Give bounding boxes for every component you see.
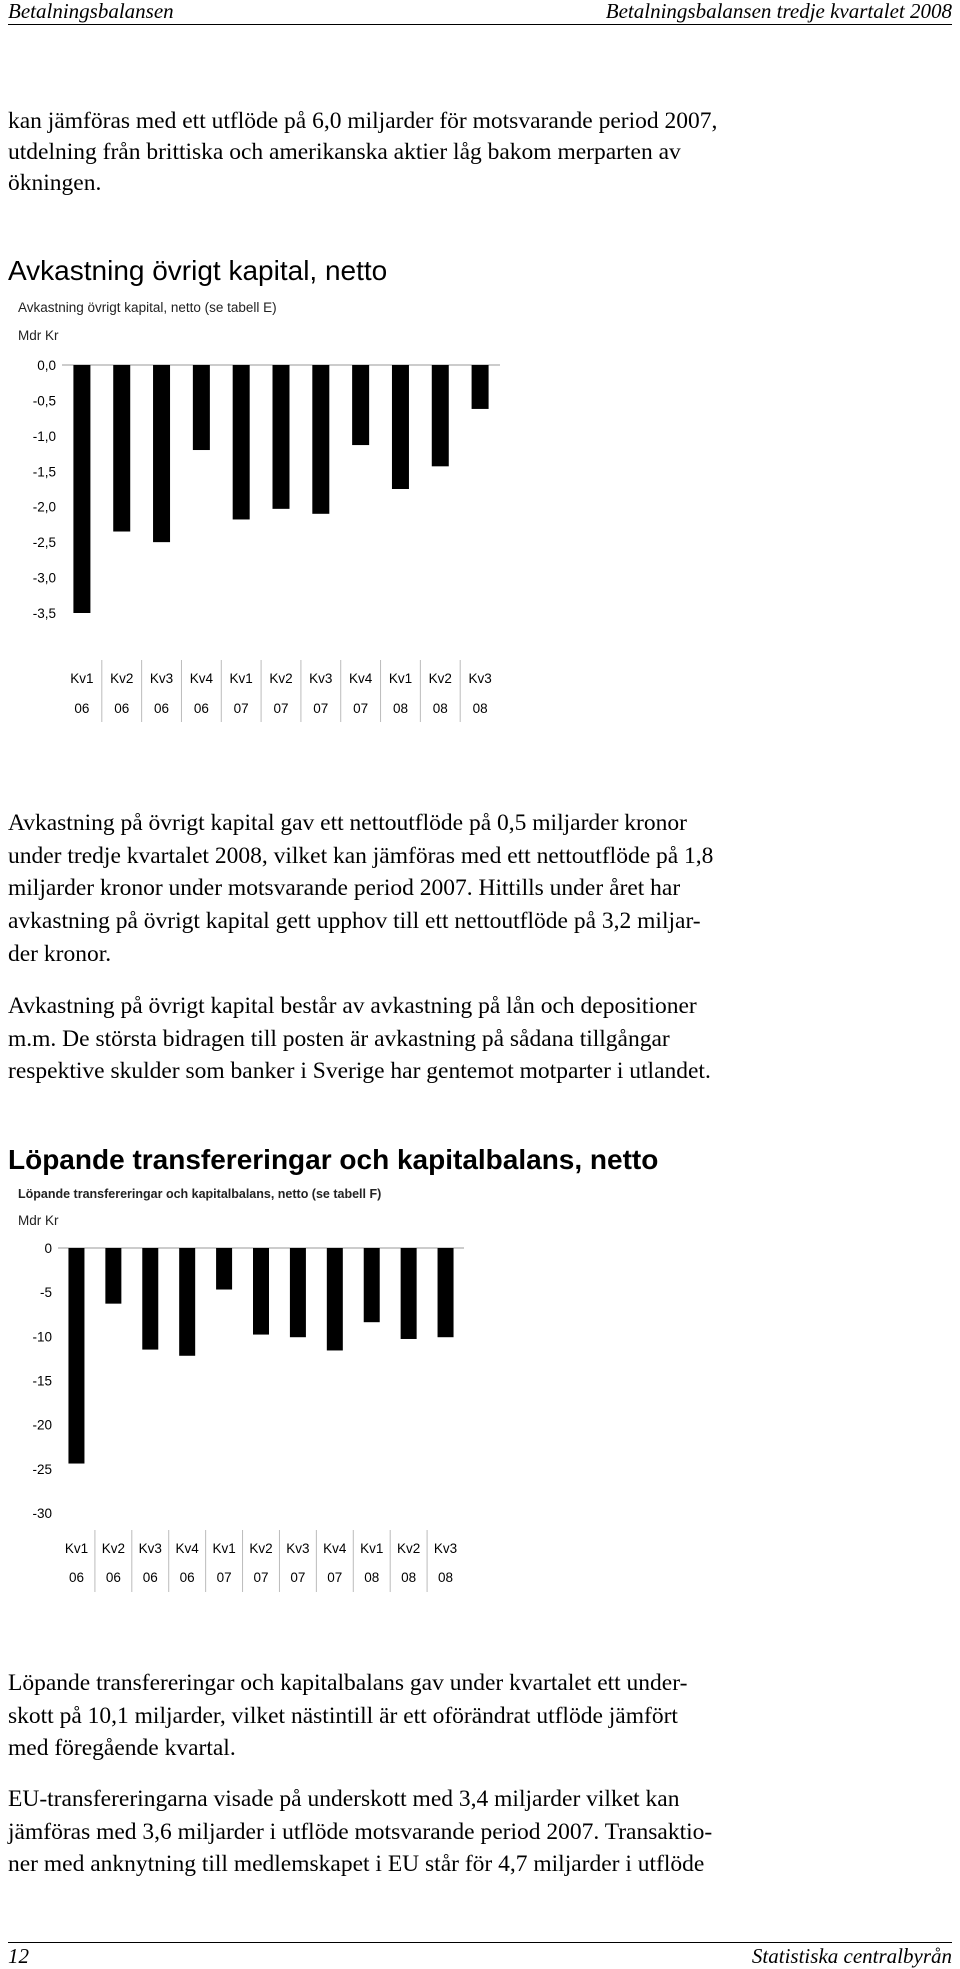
y-tick-label: -10 xyxy=(32,1329,52,1345)
chart-bar xyxy=(432,365,449,466)
x-tick-label: Kv2 xyxy=(397,1541,421,1556)
x-tick-label: Kv2 xyxy=(110,671,134,686)
text-line: respektive skulder som banker i Sverige har gentemot motparter i utlandet. xyxy=(8,1058,711,1085)
text-line: avkastning på övrigt kapital gett upphov till ett nettoutflöde på 3,2 miljar- xyxy=(8,908,701,935)
x-tick-label: Kv2 xyxy=(249,1541,273,1556)
x-tick-year-label: 07 xyxy=(273,701,289,716)
header-right: Betalningsbalansen tredje kvartalet 2008 xyxy=(605,0,952,23)
x-tick-label: Kv3 xyxy=(286,1541,310,1556)
intro-paragraph xyxy=(8,106,952,199)
y-tick-label: -2,5 xyxy=(32,535,56,551)
section1-paragraph-2 xyxy=(8,990,952,1088)
footer-publisher: Statistiska centralbyrån xyxy=(751,1944,952,1968)
y-tick-label: -0,5 xyxy=(32,393,56,409)
chart-bar xyxy=(327,1248,343,1350)
x-tick-year-label: 07 xyxy=(313,701,329,716)
chart-bar xyxy=(179,1248,195,1356)
chart-bar xyxy=(312,365,329,514)
chart2-bar-chart xyxy=(0,1230,960,1600)
x-tick-year-label: 06 xyxy=(142,1570,158,1585)
chart-bar xyxy=(401,1248,417,1339)
y-tick-label: -20 xyxy=(32,1417,52,1433)
x-tick-label: Kv1 xyxy=(212,1541,236,1556)
text-line: der kronor. xyxy=(8,940,112,967)
x-tick-year-label: 08 xyxy=(438,1570,454,1585)
x-tick-year-label: 07 xyxy=(290,1570,306,1585)
chart-bar xyxy=(73,365,90,613)
x-tick-label: Kv1 xyxy=(360,1541,384,1556)
x-tick-year-label: 06 xyxy=(105,1570,121,1585)
chart-bar xyxy=(153,365,170,542)
chart1-bar-chart xyxy=(0,340,960,730)
x-tick-label: Kv3 xyxy=(468,671,492,686)
x-tick-year-label: 06 xyxy=(114,701,130,716)
x-tick-label: Kv2 xyxy=(101,1541,125,1556)
y-tick-label: 0,0 xyxy=(37,358,56,373)
chart-bar xyxy=(253,1248,269,1335)
x-tick-year-label: 07 xyxy=(216,1570,232,1585)
chart-bar xyxy=(68,1248,84,1464)
text-line: med föregående kvartal. xyxy=(8,1735,236,1762)
x-tick-label: Kv1 xyxy=(229,671,253,686)
x-tick-year-label: 08 xyxy=(364,1570,380,1585)
chart-bar xyxy=(392,365,409,489)
x-tick-label: Kv1 xyxy=(64,1541,89,1556)
y-tick-label: -15 xyxy=(32,1373,52,1389)
header-left: Betalningsbalansen xyxy=(8,0,174,23)
x-tick-year-label: 08 xyxy=(401,1570,417,1585)
page-header xyxy=(8,0,952,22)
y-tick-label: -5 xyxy=(39,1285,52,1301)
chart-bar xyxy=(105,1248,121,1304)
y-tick-label: -2,0 xyxy=(32,499,56,515)
x-tick-year-label: 08 xyxy=(392,701,408,716)
chart2-unit-label: Mdr Kr xyxy=(18,1213,59,1228)
x-tick-year-label: 08 xyxy=(432,701,448,716)
section2-paragraph-1 xyxy=(8,1667,952,1765)
y-tick-label: -1,0 xyxy=(32,428,56,444)
footer-rule xyxy=(8,1942,952,1943)
page-number: 12 xyxy=(8,1944,29,1968)
text-line: skott på 10,1 miljarder, vilket nästintill är ett oförändrat utflöde jämfört xyxy=(8,1702,678,1729)
y-tick-label: 0 xyxy=(44,1241,52,1256)
x-tick-year-label: 07 xyxy=(353,701,369,716)
text-line: Avkastning på övrigt kapital består av avkastning på lån och depositioner xyxy=(8,993,697,1019)
chart-bar xyxy=(113,365,130,532)
text-line: jämföras med 3,6 miljarder i utflöde motsvarande period 2007. Transaktio- xyxy=(8,1818,713,1845)
chart-bar xyxy=(364,1248,380,1322)
x-tick-label: Kv1 xyxy=(388,671,413,686)
chart-bar xyxy=(290,1248,306,1337)
chart-bar xyxy=(472,365,489,409)
text-line: kan jämföras med ett utflöde på 6,0 miljarder för motsvarande period 2007, xyxy=(8,108,718,134)
y-tick-label: -3,0 xyxy=(32,570,56,586)
text-line: m.m. De största bidragen till posten är avkastning på sådana tillgångar xyxy=(8,1025,670,1052)
chart-bar xyxy=(142,1248,158,1350)
x-tick-year-label: 06 xyxy=(179,1570,195,1585)
x-tick-label: Kv4 xyxy=(175,1541,199,1556)
text-line: under tredje kvartalet 2008, vilket kan jämföras med ett nettoutflöde på 1,8 xyxy=(8,842,714,869)
chart-bar xyxy=(273,365,290,509)
x-tick-year-label: 06 xyxy=(193,701,209,716)
text-line: EU-transfereringarna visade på underskott med 3,4 miljarder vilket kan xyxy=(8,1786,680,1812)
x-tick-year-label: 06 xyxy=(154,701,170,716)
chart2-heading: Löpande transfereringar och kapitalbalans, netto xyxy=(8,1144,659,1175)
x-tick-label: Kv2 xyxy=(269,671,293,686)
text-line: Avkastning på övrigt kapital gav ett nettoutflöde på 0,5 miljarder kronor xyxy=(8,810,687,836)
chart1-heading: Avkastning övrigt kapital, netto xyxy=(8,255,388,286)
chart-bar xyxy=(352,365,369,445)
page-footer xyxy=(8,1944,952,1968)
x-tick-year-label: 06 xyxy=(74,701,90,716)
text-line: ner med anknytning till medlemskapet i EU står för 4,7 miljarder i utflöde xyxy=(8,1851,705,1878)
chart2-subtitle: Löpande transfereringar och kapitalbalans, netto (se tabell F) xyxy=(18,1187,382,1201)
chart-bar xyxy=(438,1248,454,1337)
chart1-unit-label: Mdr Kr xyxy=(18,328,59,343)
x-tick-label: Kv3 xyxy=(149,671,174,686)
section2-paragraph-2 xyxy=(8,1783,952,1881)
section1-paragraph-1 xyxy=(8,807,952,971)
x-tick-label: Kv2 xyxy=(428,671,452,686)
y-tick-label: -25 xyxy=(32,1461,52,1477)
chart-bar xyxy=(216,1248,232,1290)
text-line: ökningen. xyxy=(8,170,102,196)
chart-bar xyxy=(193,365,210,450)
x-tick-label: Kv4 xyxy=(189,671,213,686)
text-line: miljarder kronor under motsvarande period 2007. Hittills under året har xyxy=(8,875,681,902)
x-tick-year-label: 08 xyxy=(472,701,488,716)
x-tick-year-label: 06 xyxy=(68,1570,84,1585)
chart-bar xyxy=(233,365,250,519)
x-tick-label: Kv3 xyxy=(309,671,333,686)
x-tick-label: Kv1 xyxy=(70,671,94,686)
x-tick-year-label: 07 xyxy=(327,1570,343,1585)
header-rule xyxy=(8,24,952,25)
y-tick-label: -1,5 xyxy=(32,464,56,480)
y-tick-label: -3,5 xyxy=(32,606,56,621)
x-tick-label: Kv3 xyxy=(433,1541,458,1556)
x-tick-year-label: 07 xyxy=(253,1570,269,1585)
text-line: utdelning från brittiska och amerikanska aktier låg bakom merparten av xyxy=(8,139,681,165)
x-tick-year-label: 07 xyxy=(233,701,249,716)
x-tick-label: Kv3 xyxy=(138,1541,162,1556)
text-line: Löpande transfereringar och kapitalbalans gav under kvartalet ett under- xyxy=(8,1670,688,1696)
x-tick-label: Kv4 xyxy=(349,671,373,686)
y-tick-label: -30 xyxy=(32,1506,52,1521)
x-tick-label: Kv4 xyxy=(323,1541,347,1556)
chart1-subtitle: Avkastning övrigt kapital, netto (se tabell E) xyxy=(18,300,277,315)
